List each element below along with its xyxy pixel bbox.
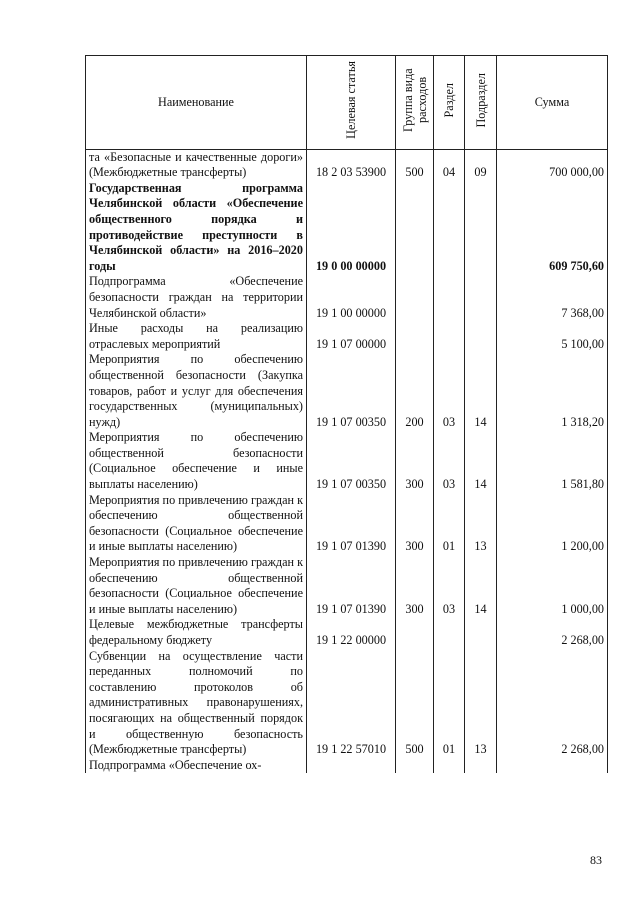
row-subsection: [465, 321, 497, 352]
row-subsection: [465, 181, 497, 275]
row-article: 19 0 00 00000: [307, 181, 396, 275]
row-name: Мероприятия по обеспечению общественной безопасности (Закупка товаров, работ и услуг для обеспечения государственных (муниципальных) нужд): [86, 352, 307, 430]
row-article: 19 1 07 00350: [307, 352, 396, 430]
row-section: 03: [434, 430, 465, 492]
row-section: 01: [434, 649, 465, 758]
row-subsection: [465, 758, 497, 774]
header-name: Наименование: [86, 56, 307, 150]
row-article: 18 2 03 53900: [307, 149, 396, 181]
row-article: 19 1 00 00000: [307, 274, 396, 321]
row-section: 04: [434, 149, 465, 181]
row-section: [434, 617, 465, 648]
row-expense-group: 500: [396, 649, 434, 758]
table-body: [86, 149, 608, 773]
row-name: Подпрограмма «Обеспечение ох-: [86, 758, 307, 774]
budget-table: [85, 55, 608, 773]
row-name: та «Безопасные и качественные дороги» (Межбюджетные трансферты): [86, 149, 307, 181]
row-article: 19 1 07 00000: [307, 321, 396, 352]
row-expense-group: 200: [396, 352, 434, 430]
row-expense-group: 300: [396, 430, 434, 492]
row-article: 19 1 07 01390: [307, 555, 396, 617]
table-row: [86, 352, 608, 430]
row-name: Целевые межбюджетные трансферты федеральному бюджету: [86, 617, 307, 648]
row-sum: 5 100,00: [497, 321, 608, 352]
row-name: Мероприятия по обеспечению общественной безопасности (Социальное обеспечение и иные выплаты населению): [86, 430, 307, 492]
table-row: [86, 617, 608, 648]
row-name: Мероприятия по привлечению граждан к обеспечению общественной безопасности (Социальное обеспечение и иные выплаты населению): [86, 555, 307, 617]
row-section: 01: [434, 493, 465, 555]
row-sum: 7 368,00: [497, 274, 608, 321]
row-sum: 1 581,80: [497, 430, 608, 492]
row-sum: 700 000,00: [497, 149, 608, 181]
row-subsection: 09: [465, 149, 497, 181]
row-section: 03: [434, 352, 465, 430]
row-expense-group: [396, 274, 434, 321]
table-row: [86, 274, 608, 321]
row-name: Иные расходы на реализацию отраслевых мероприятий: [86, 321, 307, 352]
row-sum: 1 000,00: [497, 555, 608, 617]
row-subsection: 13: [465, 649, 497, 758]
row-subsection: 14: [465, 555, 497, 617]
row-sum: 1 318,20: [497, 352, 608, 430]
row-subsection: 14: [465, 352, 497, 430]
header-sum: Сумма: [497, 56, 608, 150]
row-expense-group: [396, 617, 434, 648]
row-name: Подпрограмма «Обеспечение безопасности граждан на территории Челябинской области»: [86, 274, 307, 321]
table-row: [86, 493, 608, 555]
row-subsection: [465, 274, 497, 321]
row-section: 03: [434, 555, 465, 617]
row-article: 19 1 07 00350: [307, 430, 396, 492]
header-expense-group: Группа вида расходов: [396, 56, 434, 150]
row-sum: 2 268,00: [497, 617, 608, 648]
row-article: 19 1 22 57010: [307, 649, 396, 758]
row-sum: [497, 758, 608, 774]
row-expense-group: 500: [396, 149, 434, 181]
header-section: Раздел: [434, 56, 465, 150]
table-row: [86, 321, 608, 352]
header-article: Целевая статья: [307, 56, 396, 150]
page-number: 83: [590, 853, 602, 867]
table-row: [86, 758, 608, 774]
row-section: [434, 181, 465, 275]
row-expense-group: 300: [396, 493, 434, 555]
table-row: [86, 555, 608, 617]
row-article: [307, 758, 396, 774]
row-sum: 2 268,00: [497, 649, 608, 758]
row-expense-group: 300: [396, 555, 434, 617]
table-row: [86, 649, 608, 758]
row-sum: 609 750,60: [497, 181, 608, 275]
table-header-row: [86, 56, 608, 150]
row-subsection: 13: [465, 493, 497, 555]
row-name: Субвенции на осуществление части переданных полномочий по составлению протоколов об административных правонарушениях, посягающих на общественный порядок и общественную безопасность (Межбюджетные трансферты): [86, 649, 307, 758]
header-subsection: Подраздел: [465, 56, 497, 150]
row-name: Государственная программа Челябинской области «Обеспечение общественного порядка и противодействие преступности в Челябинской области» на 2016–2020 годы: [86, 181, 307, 275]
table-row: [86, 149, 608, 181]
row-expense-group: [396, 181, 434, 275]
row-article: 19 1 22 00000: [307, 617, 396, 648]
row-subsection: [465, 617, 497, 648]
row-section: [434, 758, 465, 774]
table-row: [86, 181, 608, 275]
row-section: [434, 274, 465, 321]
row-section: [434, 321, 465, 352]
row-name: Мероприятия по привлечению граждан к обеспечению общественной безопасности (Социальное обеспечение и иные выплаты населению): [86, 493, 307, 555]
row-article: 19 1 07 01390: [307, 493, 396, 555]
table-row: [86, 430, 608, 492]
row-sum: 1 200,00: [497, 493, 608, 555]
row-subsection: 14: [465, 430, 497, 492]
row-expense-group: [396, 758, 434, 774]
row-expense-group: [396, 321, 434, 352]
